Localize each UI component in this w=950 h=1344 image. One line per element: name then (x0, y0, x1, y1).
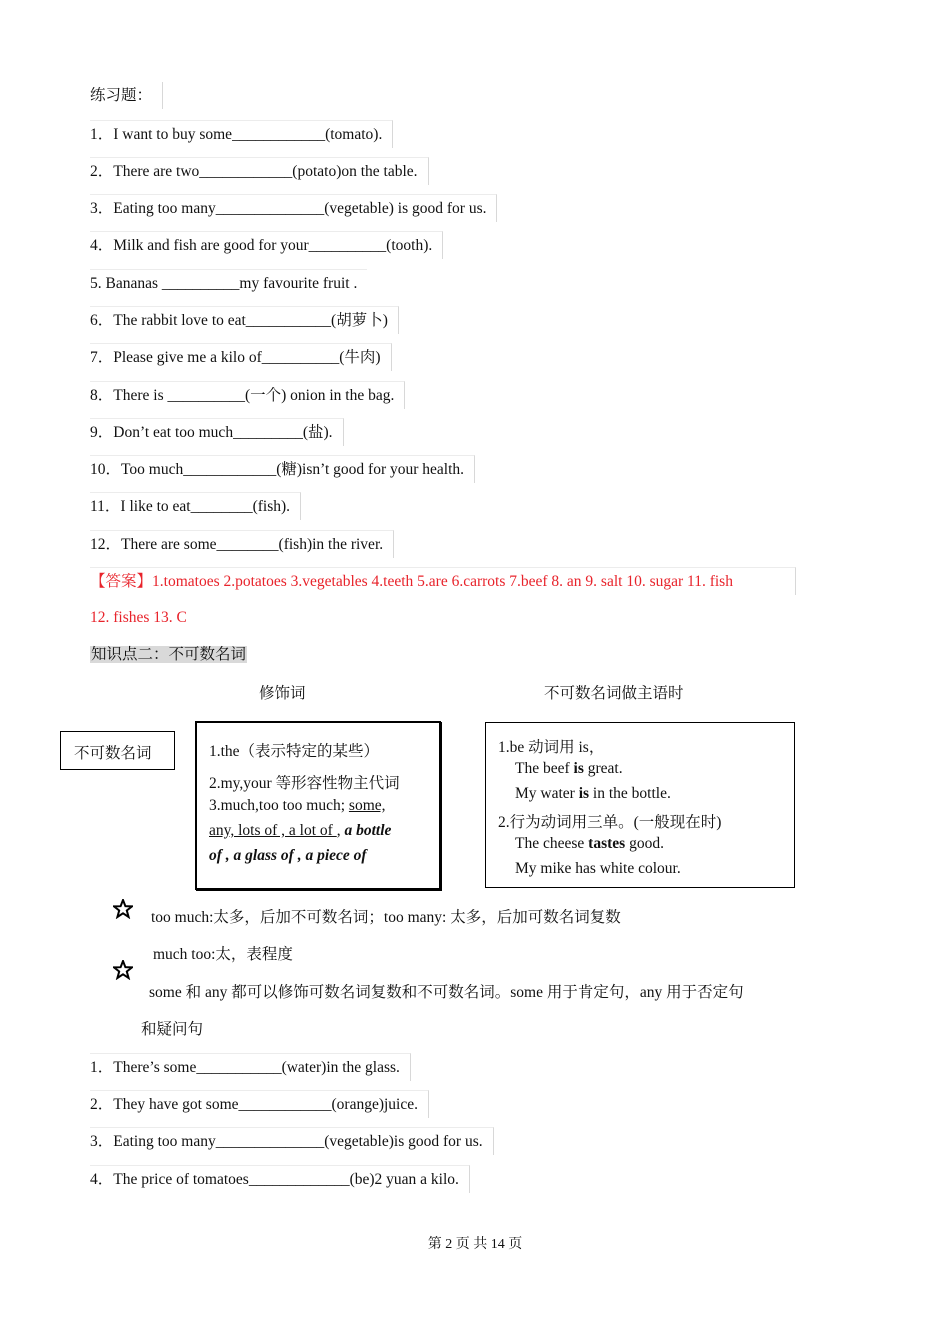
subject-text: great. (583, 760, 623, 777)
subject-line (515, 835, 664, 853)
exercise-item-text: 2．They have got some____________(orange)juice. (90, 1096, 418, 1113)
exercise-item (90, 194, 497, 222)
exercise-item-text: 11．I like to eat________(fish). (90, 498, 291, 515)
modifier-line (209, 822, 391, 840)
exercise-item-text: 6．The rabbit love to eat___________(胡萝卜) (90, 312, 388, 329)
answer-text: 12. fishes 13. C (90, 609, 187, 626)
modifier-line: of , a glass of , a piece of (209, 847, 367, 864)
exercise-item-text: 10．Too much____________(糖)isn’t good for your health. (90, 461, 465, 478)
modifier-text: , (336, 822, 345, 839)
star-outline-icon (113, 960, 133, 980)
section-title (90, 641, 257, 668)
modifier-text-underlined: any, lots of , a lot of (209, 822, 337, 839)
exercise-item-text: 4．The price of tomatoes_____________(be)2 yuan a kilo. (90, 1171, 459, 1188)
exercise-heading-text: 练习题： (90, 87, 153, 104)
section-title-text: 知识点二：不可数名词 (91, 646, 247, 663)
modifiers-header: 修饰词 (259, 685, 306, 702)
subject-text: The beef (515, 760, 574, 777)
exercise-heading (90, 82, 163, 109)
answer-text: 1.tomatoes 2.potatoes 3.vegetables 4.teeth 5.are 6.carrots 7.beef 8. an 9. salt 10. sugar 11. fish (152, 573, 733, 590)
exercise-item (90, 306, 399, 334)
modifier-line (209, 797, 386, 815)
exercise-item-text: 8．There is __________(一个) onion in the bag. (90, 387, 395, 404)
modifier-line: 1.the（表示特定的某些） (209, 743, 380, 760)
exercise-item-text: 7．Please give me a kilo of__________(牛肉) (90, 349, 381, 366)
modifier-box (195, 721, 441, 890)
exercise-item-text: 2．There are two____________(potato)on the table. (90, 163, 418, 180)
modifier-text-underlined: some, (348, 797, 386, 814)
exercise-item (90, 1165, 470, 1193)
subject-text: The cheese (515, 835, 589, 852)
subject-text: in the bottle. (589, 785, 671, 802)
subject-box (485, 722, 795, 888)
exercise-item (90, 231, 443, 259)
exercise-item-text: 1．I want to buy some____________(tomato). (90, 126, 383, 143)
answer-line-2 (90, 604, 197, 631)
subject-text-bold: is (573, 760, 584, 777)
subject-text-bold: tastes (588, 835, 626, 852)
exercise-item-text: 1．There’s some___________(water)in the glass. (90, 1059, 400, 1076)
note-line: much too:太，表程度 (153, 946, 293, 963)
exercise-item (90, 1053, 411, 1081)
exercise-item (90, 157, 429, 185)
subject-header: 不可数名词做主语时 (544, 685, 684, 702)
subject-text-bold: is (578, 785, 590, 802)
exercise-item (90, 269, 367, 297)
subject-line: My mike has white colour. (515, 860, 681, 877)
subject-text: good. (625, 835, 664, 852)
modifier-text: 3.much,too too much; (209, 797, 349, 814)
note-line: 和疑问句 (141, 1021, 204, 1038)
subject-line: 2.行为动词用三单。(一般现在时) (498, 814, 722, 831)
answer-tag: 【答案】 (90, 573, 153, 590)
exercise-item (90, 418, 344, 446)
subject-text: My water (515, 785, 579, 802)
page-footer: 第 2 页 共 14 页 (427, 1237, 523, 1252)
exercise-item (90, 343, 392, 371)
answer-line (90, 567, 796, 595)
modifier-line: 2.my,your 等形容性物主代词 (209, 775, 400, 792)
exercise-item (90, 1127, 494, 1155)
subject-line (515, 760, 623, 778)
note-line: too much:太多，后加不可数名词；too many: 太多，后加可数名词复数 (151, 909, 621, 926)
modifier-text-bold: a bottle (344, 822, 392, 839)
exercise-item (90, 455, 475, 483)
exercise-item (90, 1090, 429, 1118)
note-line: some 和 any 都可以修饰可数名词复数和不可数名词。some 用于肯定句，any 用于否定句 (149, 984, 744, 1001)
uncountable-label-box (60, 731, 175, 770)
subject-line: 1.be 动词用 is， (498, 739, 605, 756)
exercise-item-text: 3．Eating too many______________(vegetable) is good for us. (90, 200, 487, 217)
exercise-item (90, 381, 405, 409)
exercise-item (90, 530, 394, 558)
exercise-item-text: 12．There are some________(fish)in the river. (90, 536, 384, 553)
exercise-item-text: 9．Don’t eat too much_________(盐). (90, 424, 333, 441)
exercise-item (90, 120, 393, 148)
exercise-item (90, 492, 301, 520)
star-outline-icon (113, 899, 133, 919)
subject-line (515, 785, 671, 803)
uncountable-label-text: 不可数名词 (74, 745, 152, 762)
exercise-item-text: 3．Eating too many______________(vegetable)is good for us. (90, 1133, 483, 1150)
exercise-item-text: 5. Bananas __________my favourite fruit . (90, 275, 358, 292)
exercise-item-text: 4．Milk and fish are good for your__________(tooth). (90, 237, 433, 254)
